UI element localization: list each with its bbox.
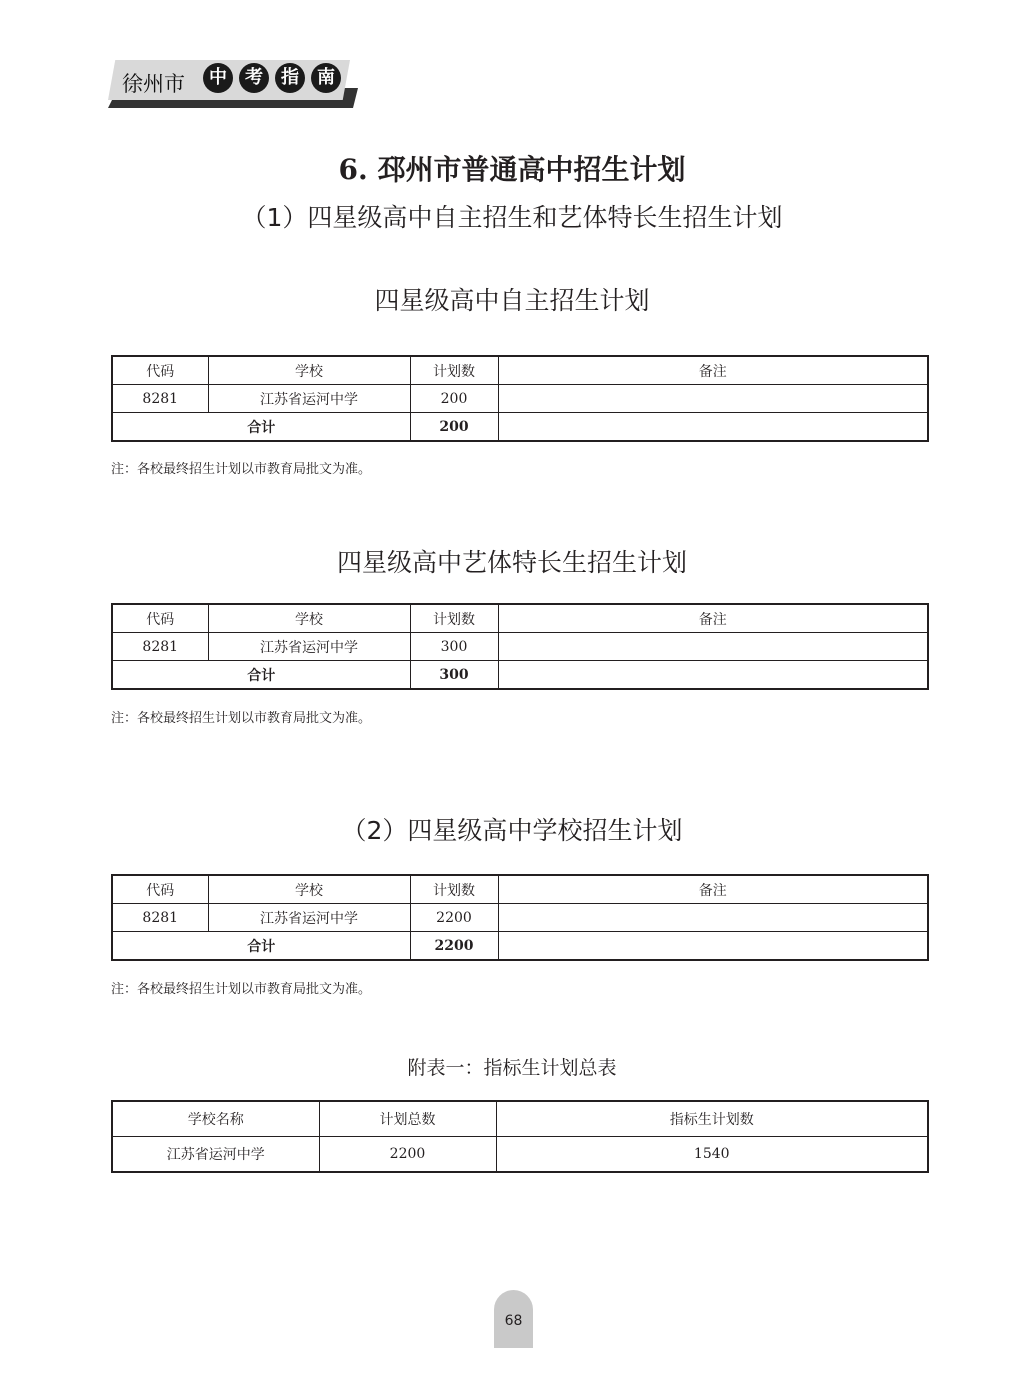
table1-note: 注：各校最终招生计划以市教育局批文为准。 — [111, 462, 372, 477]
table-header-row — [112, 1101, 928, 1137]
table-row — [112, 904, 928, 932]
cell-school: 江苏省运河中学 — [208, 633, 410, 661]
banner-badges — [203, 63, 341, 93]
table1 — [111, 355, 929, 442]
cell-code: 8281 — [112, 904, 208, 932]
badge-char: 中 — [203, 63, 233, 93]
col-code-header: 代码 — [112, 356, 208, 385]
page-title: 6. 邳州市普通高中招生计划 — [338, 153, 686, 186]
total-value: 2200 — [410, 932, 498, 961]
cell-quota: 1540 — [496, 1137, 928, 1173]
appendix-table — [111, 1100, 929, 1173]
section1-title: （1）四星级高中自主招生和艺体特长生招生计划 — [241, 203, 783, 232]
cell-total: 2200 — [319, 1137, 496, 1173]
table1-title: 四星级高中自主招生计划 — [374, 286, 650, 315]
cell-plan: 2200 — [410, 904, 498, 932]
table2-note: 注：各校最终招生计划以市教育局批文为准。 — [111, 711, 372, 726]
col-school-header: 学校 — [208, 356, 410, 385]
col-school-header: 学校 — [208, 875, 410, 904]
badge-char: 南 — [311, 63, 341, 93]
section2-title: （2）四星级高中学校招生计划 — [341, 816, 683, 845]
table-row — [112, 633, 928, 661]
badge-char: 指 — [275, 63, 305, 93]
total-value: 200 — [410, 413, 498, 442]
total-remark — [498, 932, 928, 961]
badge-char: 考 — [239, 63, 269, 93]
col-quota-header: 指标生计划数 — [496, 1101, 928, 1137]
col-remark-header: 备注 — [498, 875, 928, 904]
table-total-row — [112, 413, 928, 442]
col-plan-header: 计划数 — [410, 604, 498, 633]
table2 — [111, 603, 929, 690]
header-banner — [108, 60, 358, 110]
table-header-row — [112, 875, 928, 904]
table2-title: 四星级高中艺体特长生招生计划 — [336, 548, 687, 577]
table3 — [111, 874, 929, 961]
cell-plan: 200 — [410, 385, 498, 413]
col-plan-header: 计划数 — [410, 875, 498, 904]
table3-note: 注：各校最终招生计划以市教育局批文为准。 — [111, 982, 372, 997]
table-total-row — [112, 661, 928, 690]
total-label: 合计 — [112, 932, 410, 961]
cell-school: 江苏省运河中学 — [208, 904, 410, 932]
col-plan-header: 计划数 — [410, 356, 498, 385]
total-remark — [498, 413, 928, 442]
table-row — [112, 1137, 928, 1173]
cell-remark — [498, 633, 928, 661]
table-header-row — [112, 356, 928, 385]
total-value: 300 — [410, 661, 498, 690]
total-label: 合计 — [112, 661, 410, 690]
page-number: 68 — [504, 1313, 523, 1329]
col-school-header: 学校 — [208, 604, 410, 633]
cell-remark — [498, 385, 928, 413]
col-school-name-header: 学校名称 — [112, 1101, 319, 1137]
col-remark-header: 备注 — [498, 604, 928, 633]
cell-code: 8281 — [112, 385, 208, 413]
col-remark-header: 备注 — [498, 356, 928, 385]
cell-school: 江苏省运河中学 — [208, 385, 410, 413]
appendix-title: 附表一：指标生计划总表 — [407, 1057, 617, 1079]
total-label: 合计 — [112, 413, 410, 442]
cell-remark — [498, 904, 928, 932]
table-header-row — [112, 604, 928, 633]
col-total-header: 计划总数 — [319, 1101, 496, 1137]
col-code-header: 代码 — [112, 604, 208, 633]
banner-city: 徐州市 — [122, 72, 185, 96]
table-total-row — [112, 932, 928, 961]
total-remark — [498, 661, 928, 690]
table-row — [112, 385, 928, 413]
col-code-header: 代码 — [112, 875, 208, 904]
cell-code: 8281 — [112, 633, 208, 661]
cell-school: 江苏省运河中学 — [112, 1137, 319, 1173]
cell-plan: 300 — [410, 633, 498, 661]
